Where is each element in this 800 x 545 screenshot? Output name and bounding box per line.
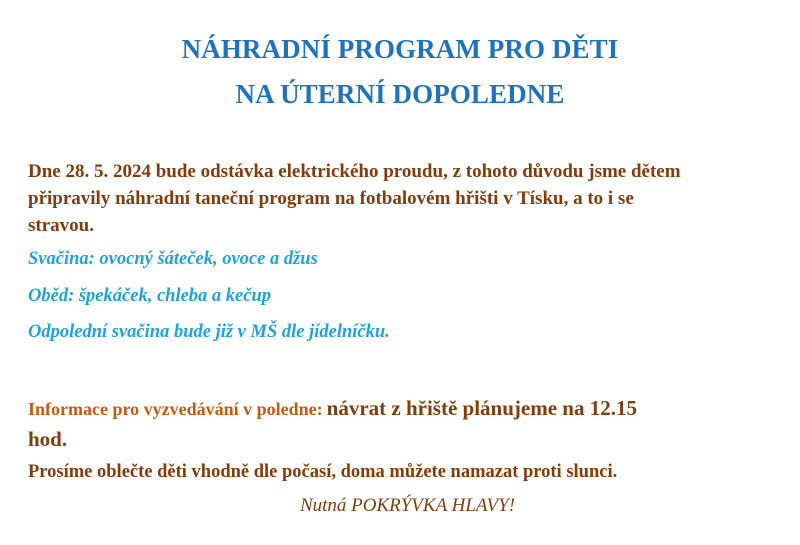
dress-note: Prosíme oblečte děti vhodně dle počasí, doma můžete namazat proti slunci. bbox=[28, 462, 618, 482]
intro-paragraph bbox=[28, 158, 788, 239]
title-line-1: NÁHRADNÍ PROGRAM PRO DĚTI bbox=[181, 34, 619, 64]
pickup-value: návrat z hřiště plánujeme na 12.15 bbox=[326, 396, 637, 420]
pickup-label: Informace pro vyzvedávání v poledne: bbox=[28, 399, 323, 419]
hat-note: Nutná POKRÝVKA HLAVY! bbox=[299, 495, 516, 516]
title-line-2: NA ÚTERNÍ DOPOLEDNE bbox=[235, 79, 565, 109]
meal-lunch: Oběd: špekáček, chleba a kečup bbox=[28, 286, 272, 306]
pickup-info bbox=[28, 394, 788, 454]
meal-afternoon-snack: Odpolední svačina bude již v MŠ dle jídelníčku. bbox=[28, 322, 390, 342]
intro-line-1: Dne 28. 5. 2024 bude odstávka elektrického proudu, z tohoto důvodu jsme dětem bbox=[28, 161, 681, 182]
meal-snack: Svačina: ovocný šáteček, ovoce a džus bbox=[28, 249, 318, 269]
intro-line-3: stravou. bbox=[28, 215, 94, 236]
pickup-value-continued: hod. bbox=[28, 427, 68, 451]
intro-line-2: připravily náhradní taneční program na fotbalovém hřišti v Tísku, a to i se bbox=[28, 188, 634, 209]
